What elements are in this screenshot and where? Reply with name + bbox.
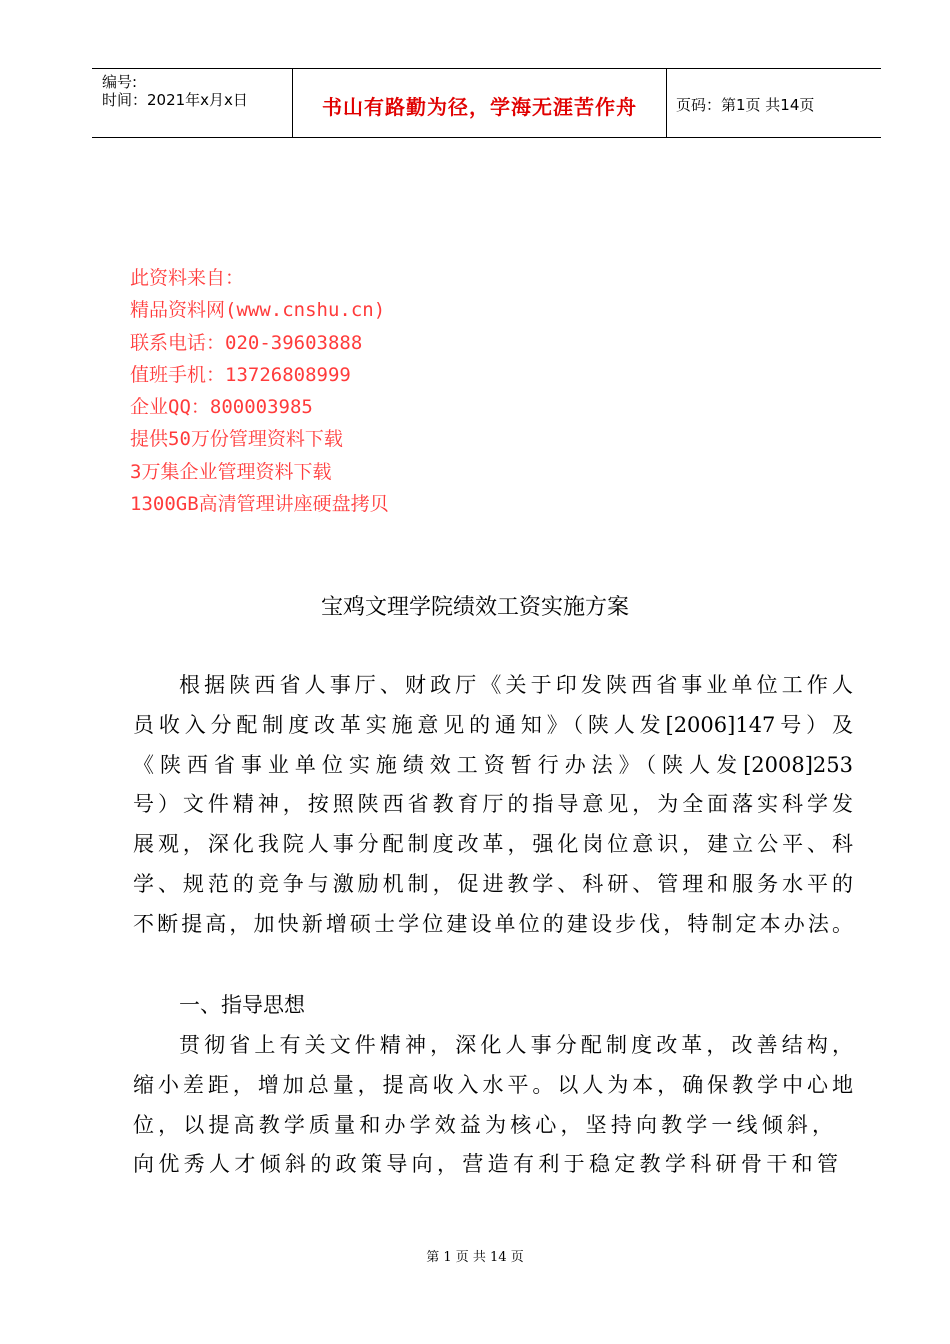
promo-line: 企业QQ：800003985	[130, 396, 313, 419]
page-header	[92, 68, 881, 138]
header-meta-cell	[92, 69, 292, 137]
header-motto-cell	[292, 69, 667, 137]
promo-line: 此资料来自：	[130, 267, 245, 289]
promo-line: 精品资料网(www.cnshu.cn)	[130, 299, 386, 322]
promo-line: 3万集企业管理资料下载	[130, 460, 332, 483]
text-line: 不断提高，加快新增硕士学位建设单位的建设步伐，特制定本办法。	[133, 911, 853, 936]
promo-block	[130, 262, 389, 520]
text-line: 学、规范的竞争与激励机制，促进教学、科研、管理和服务水平的	[133, 871, 853, 896]
header-page-cell	[666, 69, 881, 137]
text-line: 员收入分配制度改革实施意见的通知》（陕人发[2006]147号）及	[133, 712, 853, 737]
text-line: 号）文件精神，按照陕西省教育厅的指导意见，为全面落实科学发	[133, 792, 853, 817]
paragraph-intro	[133, 666, 853, 945]
text-line: 展观，深化我院人事分配制度改革，强化岗位意识，建立公平、科	[133, 832, 853, 857]
text-line: 贯彻省上有关文件精神，深化人事分配制度改革，改善结构，	[179, 1033, 853, 1057]
text-line: 根据陕西省人事厅、财政厅《关于印发陕西省事业单位工作人	[179, 673, 853, 697]
serial-label: 编号:	[102, 73, 138, 91]
paragraph-guiding-thought	[133, 1026, 853, 1185]
text-line: 《陕西省事业单位实施绩效工资暂行办法》（陕人发[2008]253	[133, 752, 853, 777]
section-heading: 一、指导思想	[179, 993, 305, 1017]
promo-line: 提供50万份管理资料下载	[130, 428, 343, 451]
motto-text: 书山有路勤为径，学海无涯苦作舟	[322, 95, 637, 119]
promo-line: 联系电话：020-39603888	[130, 331, 363, 354]
promo-line: 值班手机：13726808999	[130, 363, 351, 386]
page-footer: 第 1 页 共 14 页	[426, 1250, 524, 1265]
document-title: 宝鸡文理学院绩效工资实施方案	[320, 595, 629, 620]
text-line: 向优秀人才倾斜的政策导向，营造有利于稳定教学科研骨干和管	[133, 1152, 838, 1177]
text-line: 位，以提高教学质量和办学效益为核心，坚持向教学一线倾斜，	[133, 1112, 833, 1137]
header-page-number: 页码：第1页 共14页	[676, 96, 815, 114]
text-line: 缩小差距，增加总量，提高收入水平。以人为本，确保教学中心地	[133, 1072, 853, 1097]
time-label: 时间：2021年x月x日	[102, 91, 248, 109]
promo-line: 1300GB高清管理讲座硬盘拷贝	[130, 493, 389, 516]
